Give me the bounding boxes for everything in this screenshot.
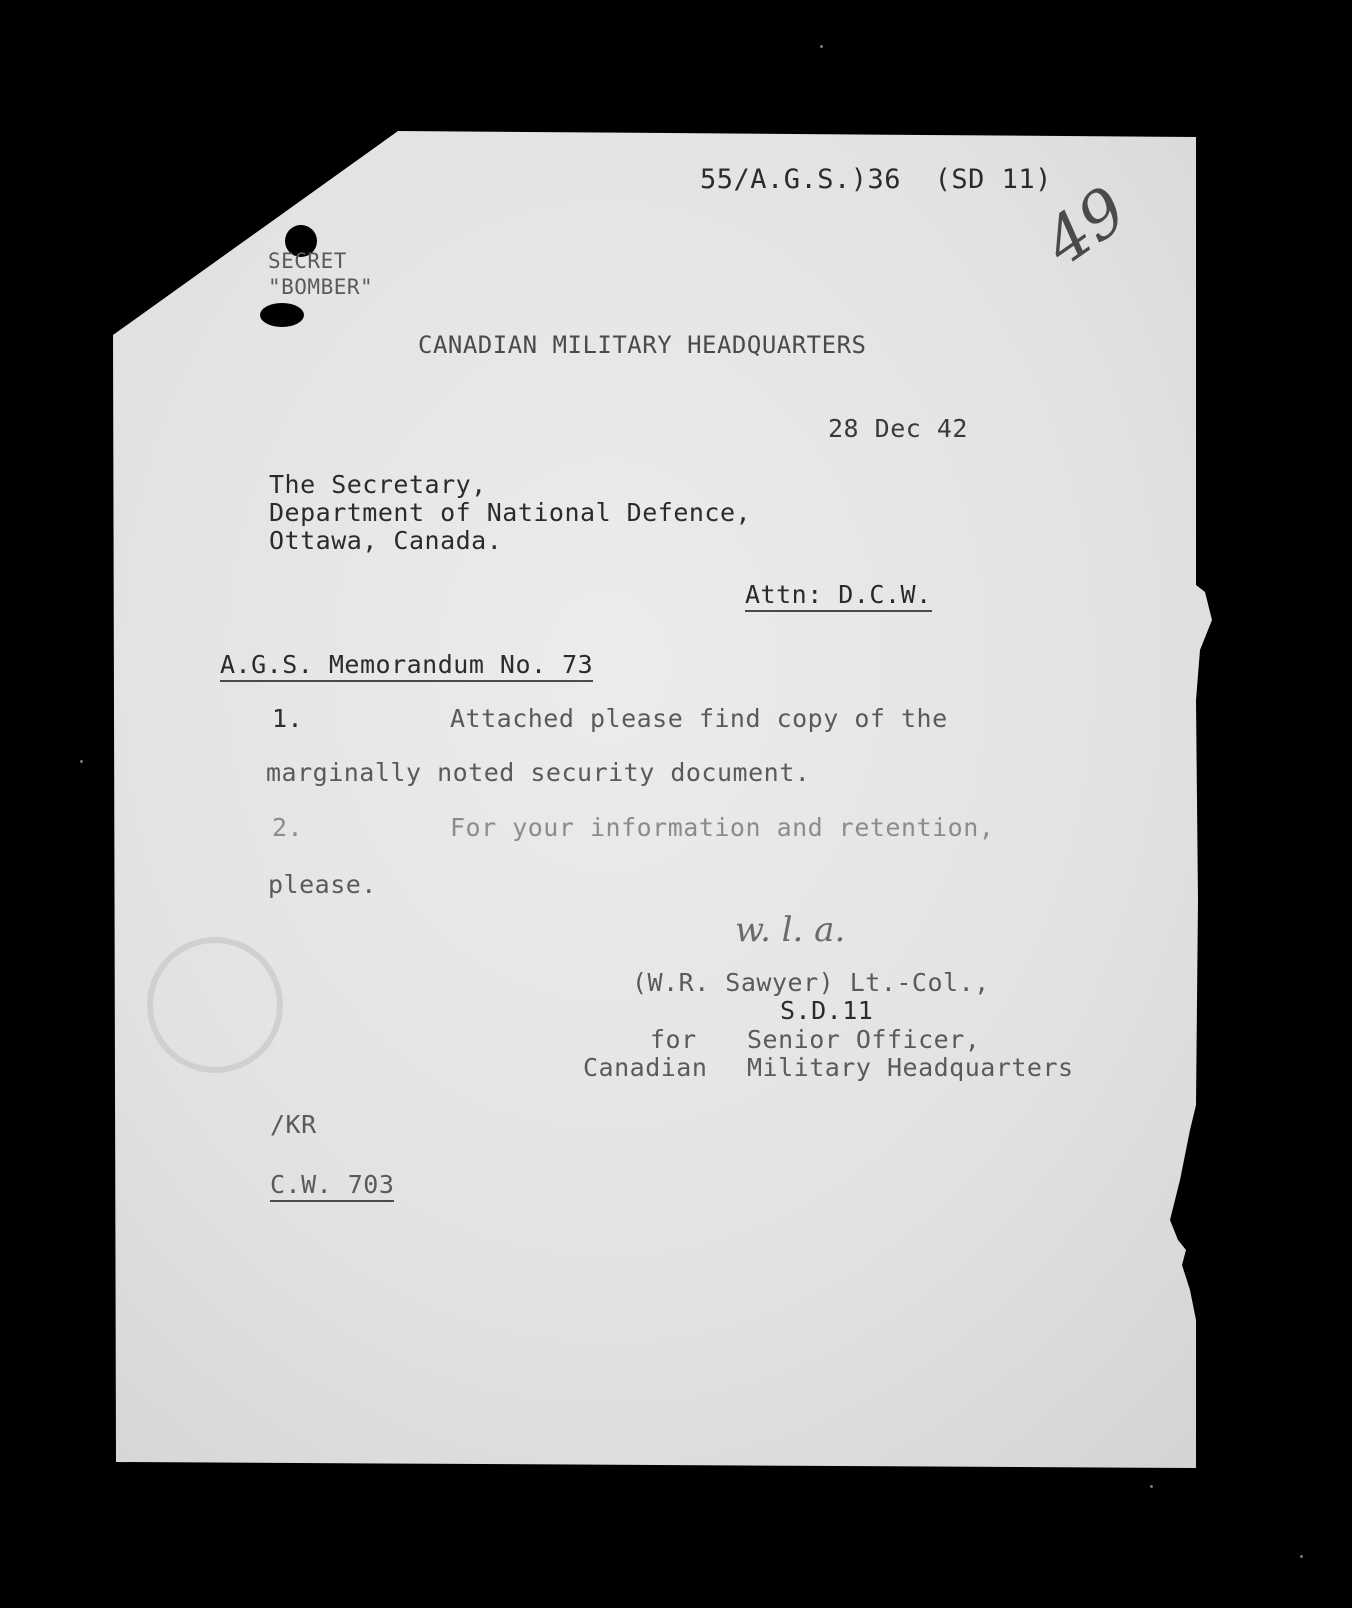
memo-date: 28 Dec 42 <box>828 414 968 443</box>
dust-speck <box>80 760 83 763</box>
addressee-line-3: Ottawa, Canada. <box>269 526 503 555</box>
dust-speck <box>1150 1485 1153 1488</box>
addressee-line-2: Department of National Defence, <box>269 498 752 527</box>
signature-for: for <box>650 1025 697 1054</box>
paragraph-2-line-1: For your information and retention, <box>450 813 995 842</box>
signature-initials: w. l. a. <box>735 910 846 950</box>
classification-secret: SECRET <box>268 249 347 273</box>
paragraph-1-line-2: marginally noted security document. <box>266 758 811 787</box>
copy-reference: C.W. 703 <box>270 1170 394 1202</box>
paragraph-1-number: 1. <box>272 704 304 733</box>
typist-reference: /KR <box>270 1110 317 1139</box>
letterhead: CANADIAN MILITARY HEADQUARTERS <box>418 331 867 359</box>
paragraph-2-line-2: please. <box>268 870 377 899</box>
signature-section: S.D.11 <box>780 996 874 1025</box>
signature-military-hq: Military Headquarters <box>747 1053 1074 1082</box>
signature-name: (W.R. Sawyer) Lt.-Col., <box>632 968 990 997</box>
dust-speck <box>1300 1555 1303 1558</box>
file-reference: 55/A.G.S.)36 (SD 11) <box>700 164 1052 195</box>
signature-senior-officer: Senior Officer, <box>747 1025 981 1054</box>
page-number-handwritten: 49 <box>1031 173 1141 281</box>
attention-line: Attn: D.C.W. <box>745 580 932 612</box>
classification-codeword: "BOMBER" <box>268 275 374 299</box>
addressee-line-1: The Secretary, <box>269 470 487 499</box>
signature-canadian: Canadian <box>583 1053 708 1082</box>
memo-subject: A.G.S. Memorandum No. 73 <box>220 650 593 682</box>
punch-hole-bottom <box>260 303 304 327</box>
paragraph-2-number: 2. <box>272 813 304 842</box>
dust-speck <box>820 45 823 48</box>
paragraph-1-line-1: Attached please find copy of the <box>450 704 948 733</box>
